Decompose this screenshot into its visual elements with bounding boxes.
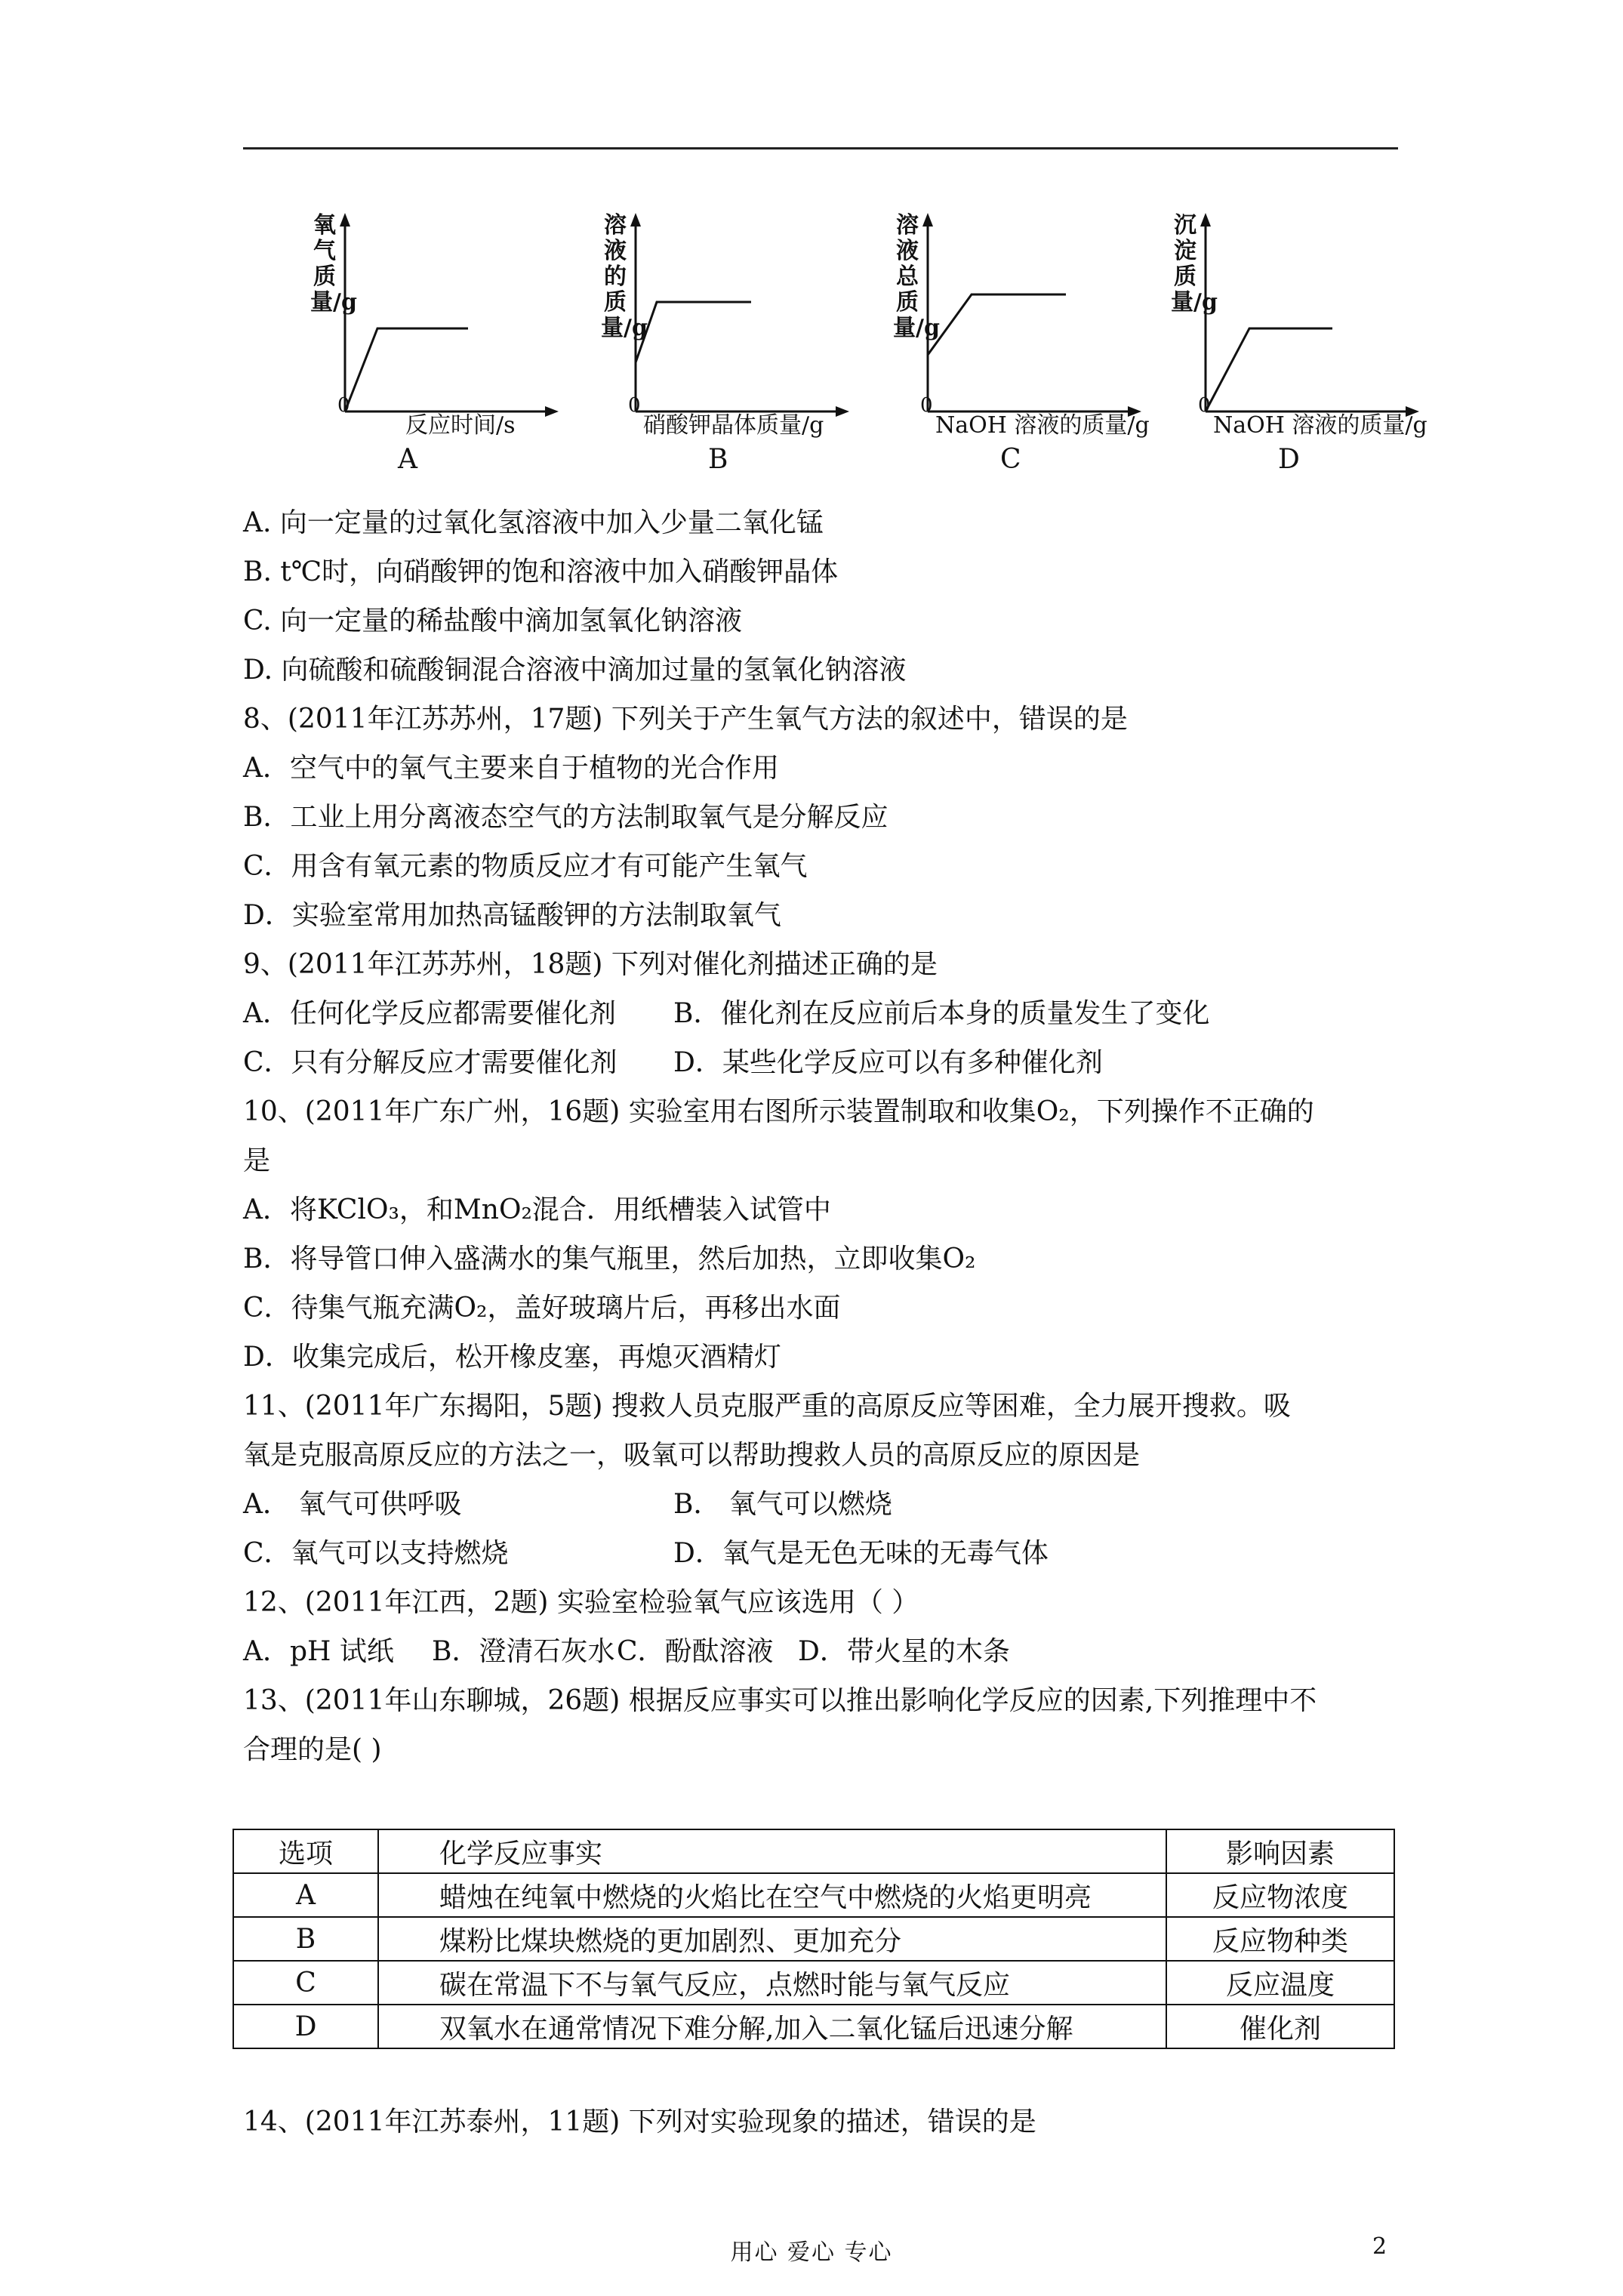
question-13-stem: 13、(2011年山东聊城，26题) 根据反应事实可以推出影响化学反应的因素,下列推理中不	[243, 1685, 1317, 1716]
page-footer: 用心 爱心 专心	[730, 2239, 893, 2266]
table-row	[233, 1873, 1394, 1917]
text-line: A．将KClO₃，和MnO₂混合．用纸槽装入试管中	[243, 1194, 831, 1225]
table-header: 选项	[233, 1829, 378, 1873]
q9-option-b: B．催化剂在反应前后本身的质量发生了变化	[673, 998, 1210, 1029]
q9-option-a: A．任何化学反应都需要催化剂	[243, 998, 616, 1029]
table-header: 影响因素	[1166, 1829, 1394, 1873]
q9-option-d: D．某些化学反应可以有多种催化剂	[673, 1047, 1103, 1078]
graph-c-ylabel: 溶液总质量/g	[893, 212, 940, 341]
q11-option-c: C．氧气可以支持燃烧	[243, 1538, 509, 1569]
q9-option-row	[243, 1038, 1406, 1087]
question-10-stem: 10、(2011年广东广州，16题) 实验室用右图所示装置制取和收集O₂，下列操作不正确的	[243, 1096, 1314, 1127]
question-9-stem: 9、(2011年江苏苏州，18题) 下列对催化剂描述正确的是	[243, 949, 938, 980]
text-line: D．实验室常用加热高锰酸钾的方法制取氧气	[243, 900, 781, 931]
table-header: 化学反应事实	[378, 1829, 1166, 1873]
table-cell: C	[233, 1961, 378, 2005]
q11-option-row	[243, 1529, 1406, 1578]
text-line: 是	[243, 1145, 271, 1176]
table-cell: 反应物浓度	[1166, 1873, 1394, 1917]
header-rule	[243, 147, 1398, 149]
question-12-stem: 12、(2011年江西，2题) 实验室检验氧气应该选用（ ）	[243, 1587, 919, 1618]
text-line: C．用含有氧元素的物质反应才有可能产生氧气	[243, 851, 808, 882]
q12-option-d: D．带火星的木条	[798, 1636, 1010, 1667]
q9-option-c: C．只有分解反应才需要催化剂	[243, 1047, 617, 1078]
text-line: C．待集气瓶充满O₂，盖好玻璃片后，再移出水面	[243, 1293, 841, 1324]
table-cell: A	[233, 1873, 378, 1917]
graph-c	[888, 204, 1175, 483]
text-line: D. 向硫酸和硫酸铜混合溶液中滴加过量的氢氧化钠溶液	[243, 655, 907, 686]
graph-a-origin: 0	[337, 394, 350, 417]
graph-c-origin: 0	[920, 394, 933, 417]
graph-c-curve	[928, 294, 1066, 355]
table-row	[233, 1917, 1394, 1961]
text-line: D．收集完成后，松开橡皮塞，再熄灭酒精灯	[243, 1342, 781, 1373]
graph-d-curve	[1206, 328, 1332, 411]
page-number: 2	[1372, 2233, 1387, 2260]
q9-option-row	[243, 989, 1406, 1038]
graph-d-origin: 0	[1198, 394, 1211, 417]
graph-a-xlabel: 反应时间/s	[405, 412, 516, 439]
graph-c-letter: C	[1000, 444, 1021, 475]
table-row	[233, 1961, 1394, 2005]
graph-d-ylabel: 沉淀质量/g	[1171, 212, 1218, 316]
graph-d-letter: D	[1278, 444, 1300, 475]
text-line: B．工业上用分离液态空气的方法制取氧气是分解反应	[243, 802, 888, 833]
reaction-factors-table	[233, 1829, 1395, 2049]
text-line: 氧是克服高原反应的方法之一，吸氧可以帮助搜救人员的高原反应的原因是	[243, 1440, 1141, 1471]
graph-c-xlabel: NaOH 溶液的质量/g	[935, 412, 1150, 439]
table-row	[233, 2005, 1394, 2048]
q12-option-row	[243, 1627, 1406, 1676]
table-cell: D	[233, 2005, 378, 2048]
graph-b-letter: B	[708, 444, 728, 475]
table-cell: 反应物种类	[1166, 1917, 1394, 1961]
graph-b-ylabel: 溶液的质量/g	[601, 212, 648, 341]
q12-option-a: A．pH 试纸	[243, 1636, 394, 1667]
answer-graphs	[306, 204, 1453, 483]
table-cell: 催化剂	[1166, 2005, 1394, 2048]
text-line: C. 向一定量的稀盐酸中滴加氢氧化钠溶液	[243, 606, 743, 636]
table-cell: 蜡烛在纯氧中燃烧的火焰比在空气中燃烧的火焰更明亮	[378, 1873, 1166, 1917]
table-cell: 反应温度	[1166, 1961, 1394, 2005]
graph-a-letter: A	[398, 444, 417, 475]
q12-option-b: B．澄清石灰水	[432, 1636, 615, 1667]
graph-a-curve	[345, 328, 468, 411]
text-line: 合理的是( )	[243, 1734, 382, 1765]
text-line: B．将导管口伸入盛满水的集气瓶里，然后加热，立即收集O₂	[243, 1244, 976, 1274]
graph-a-ylabel: 氧气质量/g	[310, 212, 357, 316]
question-body	[243, 498, 1406, 1774]
question-11-stem: 11、(2011年广东揭阳，5题) 搜救人员克服严重的高原反应等困难，全力展开搜救。吸	[243, 1391, 1291, 1422]
table-cell: 煤粉比煤块燃烧的更加剧烈、更加充分	[378, 1917, 1166, 1961]
q11-option-d: D．氧气是无色无味的无毒气体	[673, 1538, 1049, 1569]
text-line: B. t℃时，向硝酸钾的饱和溶液中加入硝酸钾晶体	[243, 556, 839, 587]
q11-option-row	[243, 1480, 1406, 1529]
table-cell: 碳在常温下不与氧气反应，点燃时能与氧气反应	[378, 1961, 1166, 2005]
q12-option-c: C．酚酞溶液	[617, 1636, 774, 1667]
question-8-stem: 8、(2011年江苏苏州，17题) 下列关于产生氧气方法的叙述中，错误的是	[243, 704, 1128, 735]
graph-b-curve	[636, 302, 751, 362]
table-cell: B	[233, 1917, 378, 1961]
graph-d-xlabel: NaOH 溶液的质量/g	[1213, 412, 1427, 439]
table-cell: 双氧水在通常情况下难分解,加入二氧化锰后迅速分解	[378, 2005, 1166, 2048]
table-header-row	[233, 1829, 1394, 1873]
graph-a	[306, 204, 593, 483]
graph-d	[1166, 204, 1453, 483]
q11-option-b: B． 氧气可以燃烧	[673, 1489, 892, 1520]
question-14-stem: 14、(2011年江苏泰州，11题) 下列对实验现象的描述，错误的是	[243, 2106, 1036, 2137]
graph-b-xlabel: 硝酸钾晶体质量/g	[643, 412, 824, 439]
graph-b-origin: 0	[628, 394, 641, 417]
graph-b	[596, 204, 883, 483]
q11-option-a: A． 氧气可供呼吸	[243, 1489, 462, 1520]
text-line: A. 向一定量的过氧化氢溶液中加入少量二氧化锰	[243, 507, 824, 538]
text-line: A．空气中的氧气主要来自于植物的光合作用	[243, 753, 779, 784]
